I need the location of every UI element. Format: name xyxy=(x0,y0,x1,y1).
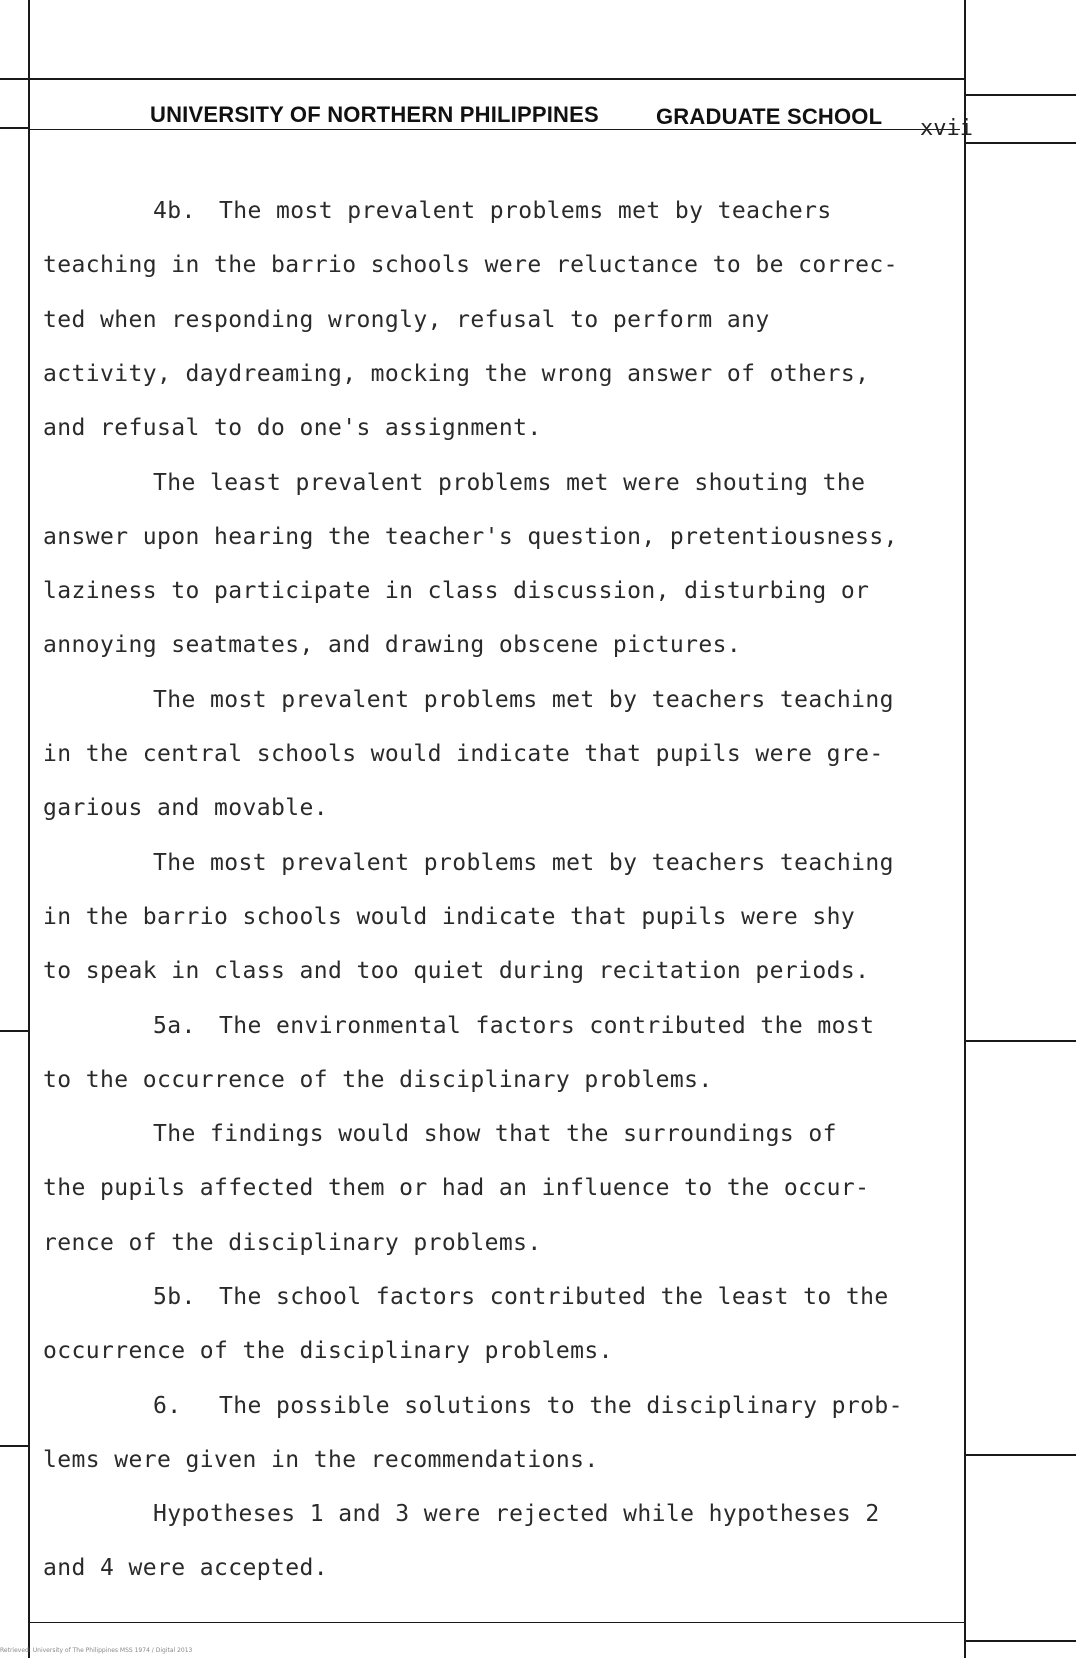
item-number: 5b. xyxy=(153,1284,196,1310)
text-line: and refusal to do one's assignment. xyxy=(43,415,542,442)
left-margin-rule xyxy=(28,0,30,1658)
right-tick xyxy=(966,1640,1076,1642)
text-line: 4b. The most prevalent problems met by teachers xyxy=(43,184,1013,238)
paragraph-central-schools xyxy=(43,673,1013,836)
text-line: The most prevalent problems met by teachers teaching xyxy=(153,686,894,713)
school-name: GRADUATE SCHOOL xyxy=(656,104,883,129)
text-line: occurrence of the disciplinary problems. xyxy=(43,1338,613,1365)
text-line: Hypotheses 1 and 3 were rejected while hypotheses 2 xyxy=(153,1501,880,1528)
text-line: lems were given in the recommendations. xyxy=(43,1446,599,1473)
text-line: and 4 were accepted. xyxy=(43,1555,328,1582)
paragraph-findings xyxy=(43,1107,1013,1270)
text-line: The most prevalent problems met by teachers teaching xyxy=(153,849,894,876)
text-line: garious and movable. xyxy=(43,795,328,822)
item-number: 6. xyxy=(153,1392,182,1419)
right-tick xyxy=(966,94,1076,96)
page-header xyxy=(150,98,950,134)
text-line: ted when responding wrongly, refusal to perform any xyxy=(43,306,770,333)
text-line: to speak in class and too quiet during recitation periods. xyxy=(43,958,870,985)
paragraph-6 xyxy=(43,1379,1013,1488)
university-name: UNIVERSITY OF NORTHERN PHILIPPINES xyxy=(150,102,599,127)
text-line: annoying seatmates, and drawing obscene pictures. xyxy=(43,632,742,659)
left-tick xyxy=(0,78,28,80)
text-line: 5b. The school factors contributed the least to the xyxy=(43,1270,1013,1324)
right-tick xyxy=(966,142,1076,144)
text-line: activity, daydreaming, mocking the wrong answer of others, xyxy=(43,360,870,387)
paragraph-5a xyxy=(43,999,1013,1108)
text-line: rence of the disciplinary problems. xyxy=(43,1229,542,1256)
left-tick xyxy=(0,127,28,129)
text-line: 5a. The environmental factors contributed the most xyxy=(43,999,1013,1053)
text-line: laziness to participate in class discussion, disturbing or xyxy=(43,578,870,605)
header-top-rule xyxy=(28,78,964,80)
text-line: to the occurrence of the disciplinary problems. xyxy=(43,1066,713,1093)
text-line: the pupils affected them or had an influence to the occur- xyxy=(43,1175,870,1202)
text-line: answer upon hearing the teacher's question, pretentiousness, xyxy=(43,523,898,550)
paragraph-barrio-schools xyxy=(43,836,1013,999)
text-line: in the barrio schools would indicate that pupils were shy xyxy=(43,903,856,930)
text-line: in the central schools would indicate that pupils were gre- xyxy=(43,740,884,767)
paragraph-hypotheses xyxy=(43,1487,1013,1596)
text-line: The findings would show that the surroundings of xyxy=(153,1121,837,1148)
text-line: 6. The possible solutions to the disciplinary prob- xyxy=(43,1379,1013,1433)
left-tick xyxy=(0,1445,28,1447)
left-tick xyxy=(0,1030,28,1032)
text-line: teaching in the barrio schools were reluctance to be correc- xyxy=(43,252,898,279)
page-number: xvii xyxy=(920,116,973,141)
item-number: 4b. xyxy=(153,198,196,224)
text-line: The least prevalent problems met were shouting the xyxy=(153,469,866,496)
paragraph-least-prevalent xyxy=(43,456,1013,673)
paragraph-4b xyxy=(43,184,1013,455)
paragraph-5b xyxy=(43,1270,1013,1379)
scan-footer-note: Retrieved: University of The Philippines MSS 1974 / Digital 2013 xyxy=(0,1647,193,1654)
item-number: 5a. xyxy=(153,1012,196,1039)
bottom-rule xyxy=(28,1622,964,1623)
